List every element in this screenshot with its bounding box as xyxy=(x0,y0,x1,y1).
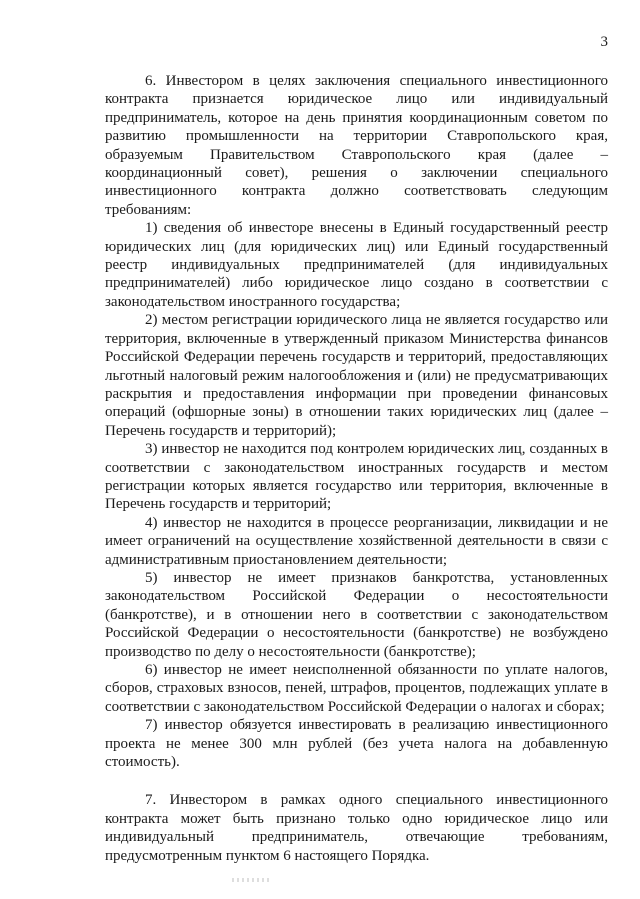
requirement-4: 4) инвестор не находится в процессе реорганизации, ликвидации и не имеет ограничений на осуществление хозяйственной деятельности в связи с административным приостановлением деятельности; xyxy=(105,514,608,568)
paragraph-7: 7. Инвестором в рамках одного специального инвестиционного контракта может быть признано только одно юридическое лицо или индивидуальный предприниматель, отвечающие требованиям, предусмотренным пунктом 6 настоящего Порядка. xyxy=(105,792,608,864)
paragraph-6-intro: 6. Инвестором в целях заключения специального инвестиционного контракта признается юридическое лицо или индивидуальный предприниматель, которое на день принятия координационным советом по развитию промышленности на территории Ставропольского края, образуемым Правительством Ставропольского края (далее – координационный совет), решения о заключении специального инвестиционного контракта должно соответствовать следующим требованиям: xyxy=(105,73,608,218)
requirement-5: 5) инвестор не имеет признаков банкротства, установленных законодательством Российской Федерации о несостоятельности (банкротстве), и в отношении него в соответствии с законодательством Российской Федерации о несостоятельности (банкротстве) не возбуждено производство по делу о несостоятельности (банкротстве); xyxy=(105,569,608,660)
document-body xyxy=(105,72,608,865)
scan-artifact xyxy=(232,878,272,882)
requirement-1: 1) сведения об инвесторе внесены в Единый государственный реестр юридических лиц (для юридических лиц) или Единый государственный реестр индивидуальных предпринимателей (для индивидуальных предпринимателей) либо юридическое лицо создано в соответствии с законодательством иностранного государства; xyxy=(105,220,608,310)
requirement-2: 2) местом регистрации юридического лица не является государство или территория, включенные в утвержденный приказом Министерства финансов Российской Федерации перечень государств и территорий, предоставляющих льготный налоговый режим налогообложения и (или) не предусматривающих раскрытия и предоставления информации при проведении финансовых операций (офшорные зоны) в отношении таких юридических лиц (далее – Перечень государств и территорий); xyxy=(105,312,608,439)
requirement-3: 3) инвестор не находится под контролем юридических лиц, созданных в соответствии с законодательством иностранных государств и местом регистрации которых является государство или территория, включенные в Перечень государств и территорий; xyxy=(105,441,608,513)
requirement-7: 7) инвестор обязуется инвестировать в реализацию инвестиционного проекта не менее 300 млн рублей (без учета налога на добавленную стоимость). xyxy=(105,717,608,771)
requirement-6: 6) инвестор не имеет неисполненной обязанности по уплате налогов, сборов, страховых взносов, пеней, штрафов, процентов, подлежащих уплате в соответствии с законодательством Российской Федерации о налогах и сборах; xyxy=(105,662,608,715)
page-number: 3 xyxy=(600,34,608,50)
